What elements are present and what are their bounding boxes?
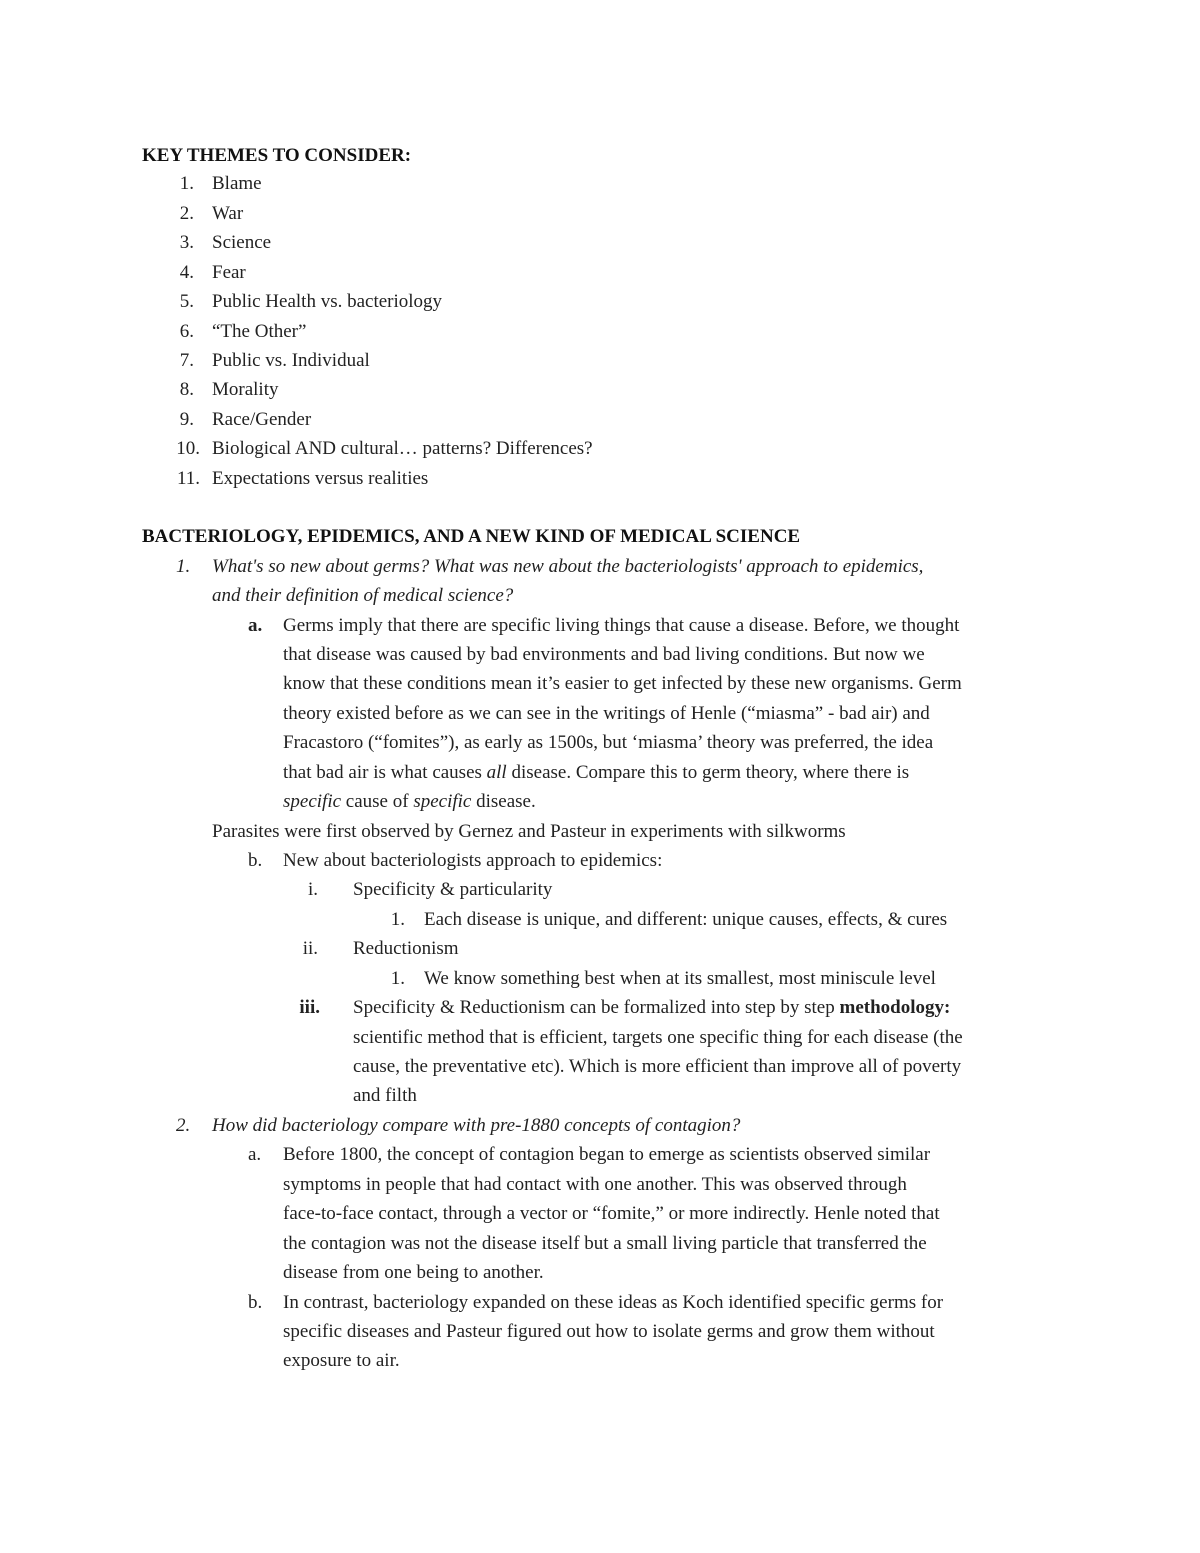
list-item-text: Blame: [212, 173, 262, 194]
list-item-number: 10.: [176, 438, 200, 459]
answer-marker: a.: [248, 615, 263, 636]
answer-text-line: [283, 761, 909, 785]
bacteriology-heading: BACTERIOLOGY, EPIDEMICS, AND A NEW KIND OF MEDICAL SCIENCE: [142, 526, 801, 547]
list-item-text: Public vs. Individual: [212, 350, 370, 371]
subpoint-detail: Each disease is unique, and different: unique causes, effects, & cures: [424, 909, 948, 930]
subpoint-number: 1.: [390, 909, 405, 930]
list-item-text: Public Health vs. bacteriology: [212, 291, 443, 312]
question-text-line: and their definition of medical science?: [212, 585, 514, 606]
answer-text-line: Before 1800, the concept of contagion began to emerge as scientists observed similar: [283, 1144, 931, 1165]
answer-text-line: New about bacteriologists approach to epidemics:: [283, 850, 663, 871]
list-item-text: Race/Gender: [212, 409, 312, 430]
answer-text-line: In contrast, bacteriology expanded on these ideas as Koch identified specific germs for: [283, 1292, 944, 1313]
answer-text-line: Germs imply that there are specific living things that cause a disease. Before, we thought: [283, 615, 960, 636]
subpoint-detail: We know something best when at its smallest, most miniscule level: [424, 968, 936, 989]
subpoint-text: Specificity & particularity: [353, 879, 553, 900]
answer-marker: a.: [248, 1144, 262, 1165]
answer-text-line: know that these conditions mean it’s easier to get infected by these new organisms. Germ: [283, 673, 962, 694]
answer-text-line: theory existed before as we can see in the writings of Henle (“miasma” - bad air) and: [283, 703, 930, 724]
answer-text-line: face-to-face contact, through a vector or “fomite,” or more indirectly. Henle noted that: [283, 1203, 940, 1224]
list-item-number: 7.: [179, 350, 194, 371]
list-item-text: Science: [212, 232, 272, 253]
list-item-text: Biological AND cultural… patterns? Differences?: [212, 438, 593, 459]
list-item-text: Expectations versus realities: [212, 468, 429, 489]
roman-marker: i.: [307, 879, 318, 900]
roman-marker: ii.: [302, 938, 318, 959]
question-number: 2.: [176, 1115, 191, 1136]
list-item-number: 4.: [179, 262, 194, 283]
list-item-number: 3.: [179, 232, 194, 253]
subpoint-text: scientific method that is efficient, targets one specific thing for each disease (the: [353, 1027, 963, 1048]
answer-text-line: specific diseases and Pasteur figured out how to isolate germs and grow them without: [283, 1321, 935, 1342]
answer-text-line: symptoms in people that had contact with one another. This was observed through: [283, 1174, 907, 1195]
subpoint-text: and filth: [353, 1085, 417, 1106]
subpoint-text: cause, the preventative etc). Which is more efficient than improve all of poverty: [353, 1056, 962, 1077]
key-themes-heading: KEY THEMES TO CONSIDER:: [142, 145, 412, 166]
text-run: disease. Compare this to germ theory, where there is: [506, 762, 910, 783]
list-item-number: 11.: [176, 468, 200, 489]
subpoint-text: Reductionism: [353, 938, 459, 959]
answer-text-line: Fracastoro (“fomites”), as early as 1500s, but ‘miasma’ theory was preferred, the idea: [283, 732, 934, 753]
question-number: 1.: [176, 556, 191, 577]
question-text-line: What's so new about germs? What was new about the bacteriologists' approach to epidemics,: [212, 556, 924, 577]
list-item-number: 6.: [179, 321, 194, 342]
list-item-text: “The Other”: [212, 321, 307, 342]
subpoint-number: 1.: [390, 968, 405, 989]
emphasis-text: specific: [283, 791, 342, 812]
answer-text-line: disease from one being to another.: [283, 1262, 544, 1283]
text-run: cause of: [341, 791, 414, 812]
list-item-text: War: [212, 203, 244, 224]
emphasis-text: all: [486, 762, 507, 783]
list-item-number: 9.: [179, 409, 194, 430]
list-item-number: 5.: [179, 291, 194, 312]
list-item-text: Morality: [212, 379, 279, 400]
emphasis-text: specific: [413, 791, 472, 812]
list-item-number: 1.: [179, 173, 194, 194]
list-item-text: Fear: [212, 262, 246, 283]
answer-text-line: [283, 790, 536, 814]
subpoint-text: [353, 996, 950, 1020]
text-run: Specificity & Reductionism can be formalized into step by step: [353, 997, 840, 1018]
answer-text-line: exposure to air.: [283, 1350, 400, 1371]
parasites-note: Parasites were first observed by Gernez and Pasteur in experiments with silkworms: [212, 821, 846, 842]
answer-text-line: the contagion was not the disease itself but a small living particle that transferred the: [283, 1233, 927, 1254]
roman-marker: iii.: [299, 997, 320, 1018]
answer-marker: b.: [248, 850, 263, 871]
list-item-number: 2.: [179, 203, 194, 224]
answer-text-line: that disease was caused by bad environments and bad living conditions. But now we: [283, 644, 925, 665]
question-text-line: How did bacteriology compare with pre-1880 concepts of contagion?: [212, 1115, 741, 1136]
answer-marker: b.: [248, 1292, 263, 1313]
text-run: that bad air is what causes: [283, 762, 487, 783]
text-run: disease.: [471, 791, 536, 812]
bold-text: methodology:: [839, 997, 951, 1018]
list-item-number: 8.: [179, 379, 194, 400]
